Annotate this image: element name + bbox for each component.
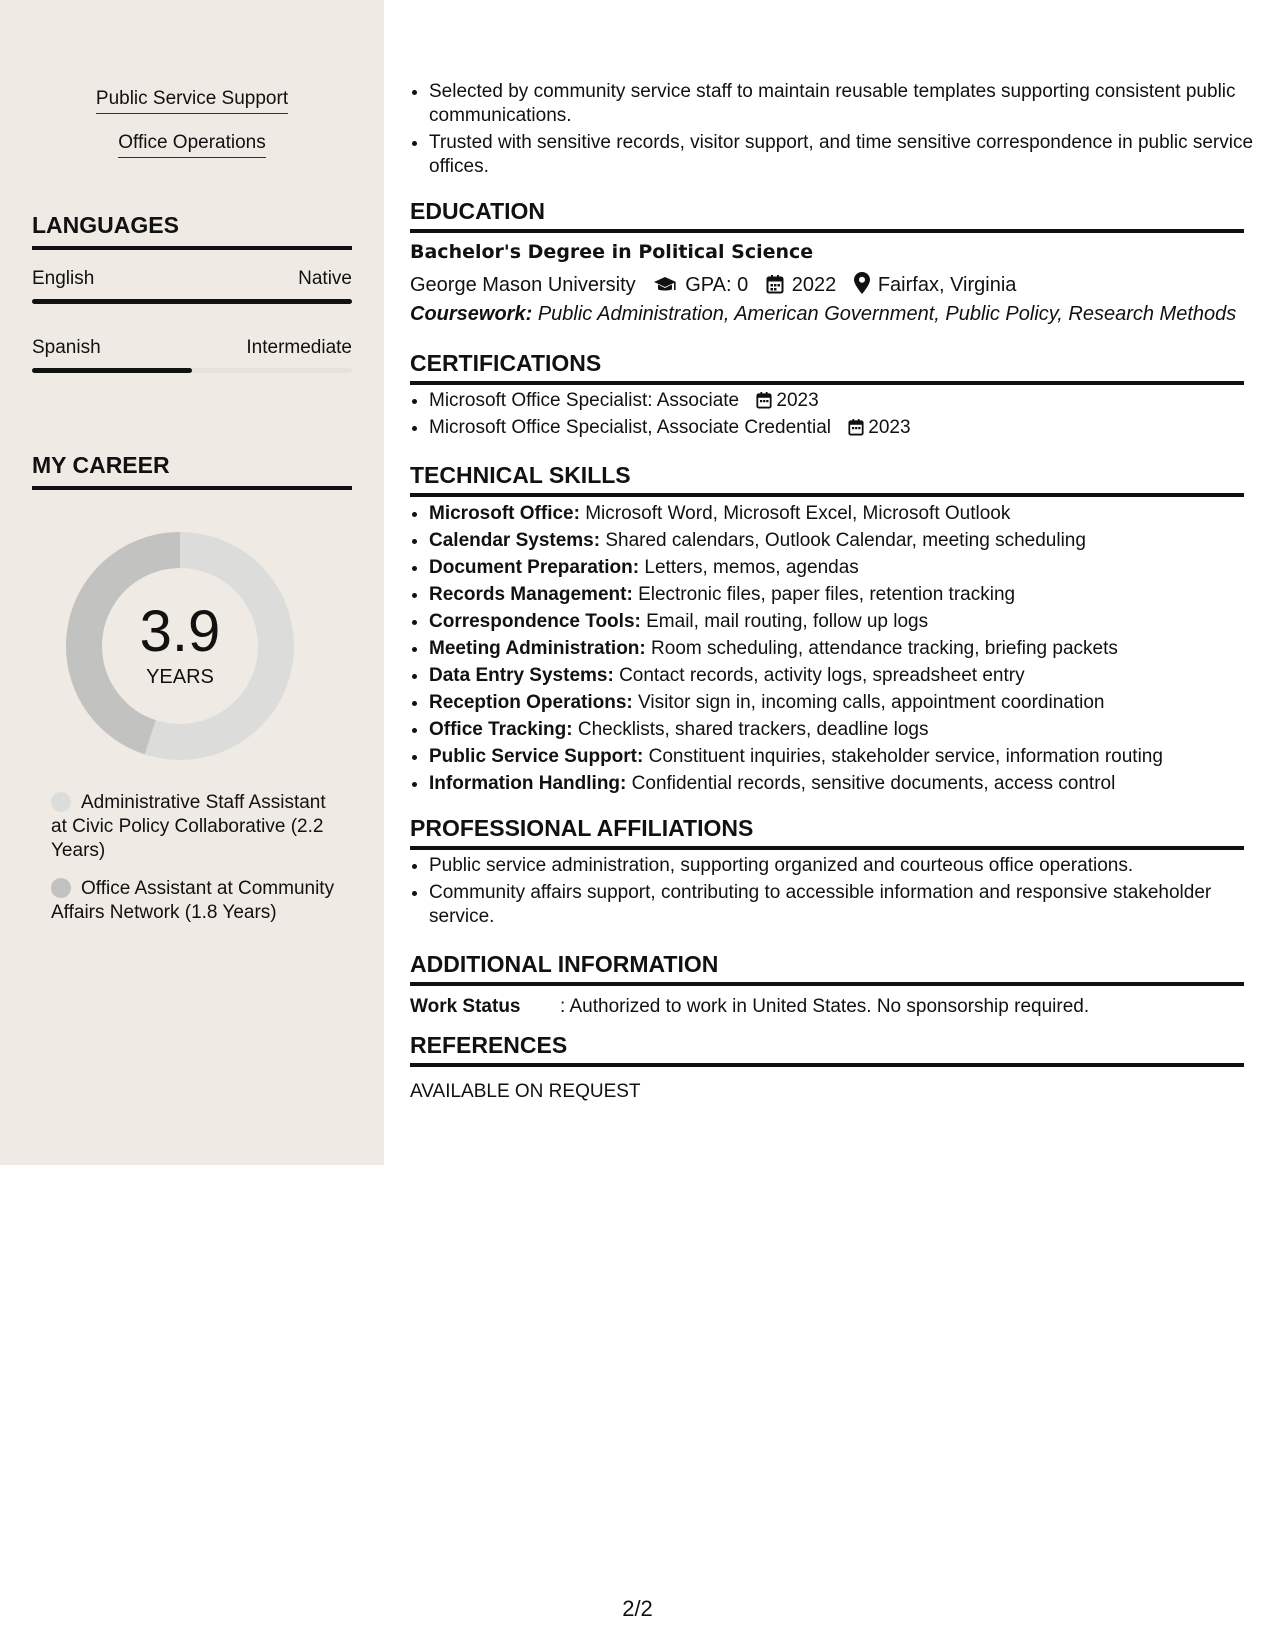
list-item: • Community affairs support, contributing to accessible information and responsive stakeholder service.: [429, 881, 1263, 929]
references-heading: REFERENCES: [410, 1032, 1244, 1067]
list-item: • Microsoft Office Specialist: Associate 2023: [429, 389, 1263, 413]
list-item: • Public service administration, supporting organized and courteous office operations.: [429, 854, 1263, 878]
work-status-value: : Authorized to work in United States. No sponsorship required.: [560, 996, 1090, 1017]
list-item: • Records Management: Electronic files, paper files, retention tracking: [429, 583, 1263, 607]
calendar-icon: [756, 391, 772, 409]
skill-tag: Office Operations: [0, 132, 384, 158]
certifications-heading: CERTIFICATIONS: [410, 350, 1244, 385]
experience-bullets: [410, 80, 1263, 182]
calendar-icon: [848, 418, 864, 436]
graduation-year: 2022: [791, 274, 837, 296]
language-row: [32, 268, 352, 290]
language-proficiency-bar: [32, 368, 352, 373]
technical-skills-heading: TECHNICAL SKILLS: [410, 462, 1244, 497]
list-item: • Reception Operations: Visitor sign in, incoming calls, appointment coordination: [429, 691, 1263, 715]
language-name: English: [32, 268, 95, 289]
career-item: Administrative Staff Assistant at Civic Policy Collaborative (2.2 Years): [51, 792, 326, 861]
list-item: • Calendar Systems: Shared calendars, Outlook Calendar, meeting scheduling: [429, 529, 1263, 553]
legend-dot: [51, 878, 71, 898]
school-name: George Mason University: [410, 274, 636, 296]
list-item: • Office Tracking: Checklists, shared trackers, deadline logs: [429, 718, 1263, 742]
education-heading: EDUCATION: [410, 198, 1244, 233]
coursework-label: Coursework:: [410, 303, 533, 325]
location-pin-icon: [854, 272, 870, 294]
references-text: AVAILABLE ON REQUEST: [410, 1081, 641, 1102]
technical-skills-list: [410, 502, 1263, 799]
graduation-cap-icon: [653, 276, 677, 294]
languages-heading: LANGUAGES: [32, 212, 352, 250]
degree-title: Bachelor's Degree in Political Science: [410, 241, 814, 263]
language-proficiency-fill: [32, 299, 352, 304]
career-total-unit: YEARS: [146, 666, 214, 688]
sidebar: [0, 0, 384, 1165]
career-total-years: 3.9: [139, 599, 221, 664]
list-item: • Meeting Administration: Room scheduling, attendance tracking, briefing packets: [429, 637, 1263, 661]
list-item: • Information Handling: Confidential records, sensitive documents, access control: [429, 772, 1263, 796]
gpa: GPA: 0: [685, 274, 749, 296]
language-row: [32, 337, 352, 359]
additional-info-heading: ADDITIONAL INFORMATION: [410, 951, 1244, 986]
language-level: Native: [298, 268, 352, 289]
page-number: 2/2: [622, 1596, 653, 1621]
list-item: • Microsoft Office: Microsoft Word, Microsoft Excel, Microsoft Outlook: [429, 502, 1263, 526]
language-proficiency-fill: [32, 368, 192, 373]
list-item: • Correspondence Tools: Email, mail routing, follow up logs: [429, 610, 1263, 634]
affiliations-list: [410, 854, 1263, 932]
work-status-label: Work Status: [410, 996, 521, 1017]
list-item: • Selected by community service staff to maintain reusable templates supporting consistent public communications.: [429, 80, 1263, 128]
skill-tag: Public Service Support: [0, 88, 384, 114]
legend-dot: [51, 792, 71, 812]
school-location: Fairfax, Virginia: [877, 274, 1017, 296]
language-name: Spanish: [32, 337, 101, 358]
coursework: [410, 303, 1236, 326]
coursework-list: Public Administration, American Government, Public Policy, Research Methods: [537, 303, 1237, 325]
career-heading: MY CAREER: [32, 452, 352, 490]
education-details: [410, 272, 1016, 297]
list-item: • Data Entry Systems: Contact records, activity logs, spreadsheet entry: [429, 664, 1263, 688]
list-item: • Public Service Support: Constituent inquiries, stakeholder service, information routing: [429, 745, 1263, 769]
certifications-list: [410, 389, 1263, 443]
list-item: • Trusted with sensitive records, visitor support, and time sensitive correspondence in public service offices.: [429, 131, 1263, 179]
language-level: Intermediate: [246, 337, 352, 358]
affiliations-heading: PROFESSIONAL AFFILIATIONS: [410, 815, 1244, 850]
list-item: • Document Preparation: Letters, memos, agendas: [429, 556, 1263, 580]
work-status-row: [410, 996, 1244, 1018]
calendar-icon: [766, 274, 784, 294]
language-proficiency-bar: [32, 299, 352, 304]
list-item: • Microsoft Office Specialist, Associate Credential 2023: [429, 416, 1263, 440]
career-item: Office Assistant at Community Affairs Network (1.8 Years): [51, 878, 335, 923]
